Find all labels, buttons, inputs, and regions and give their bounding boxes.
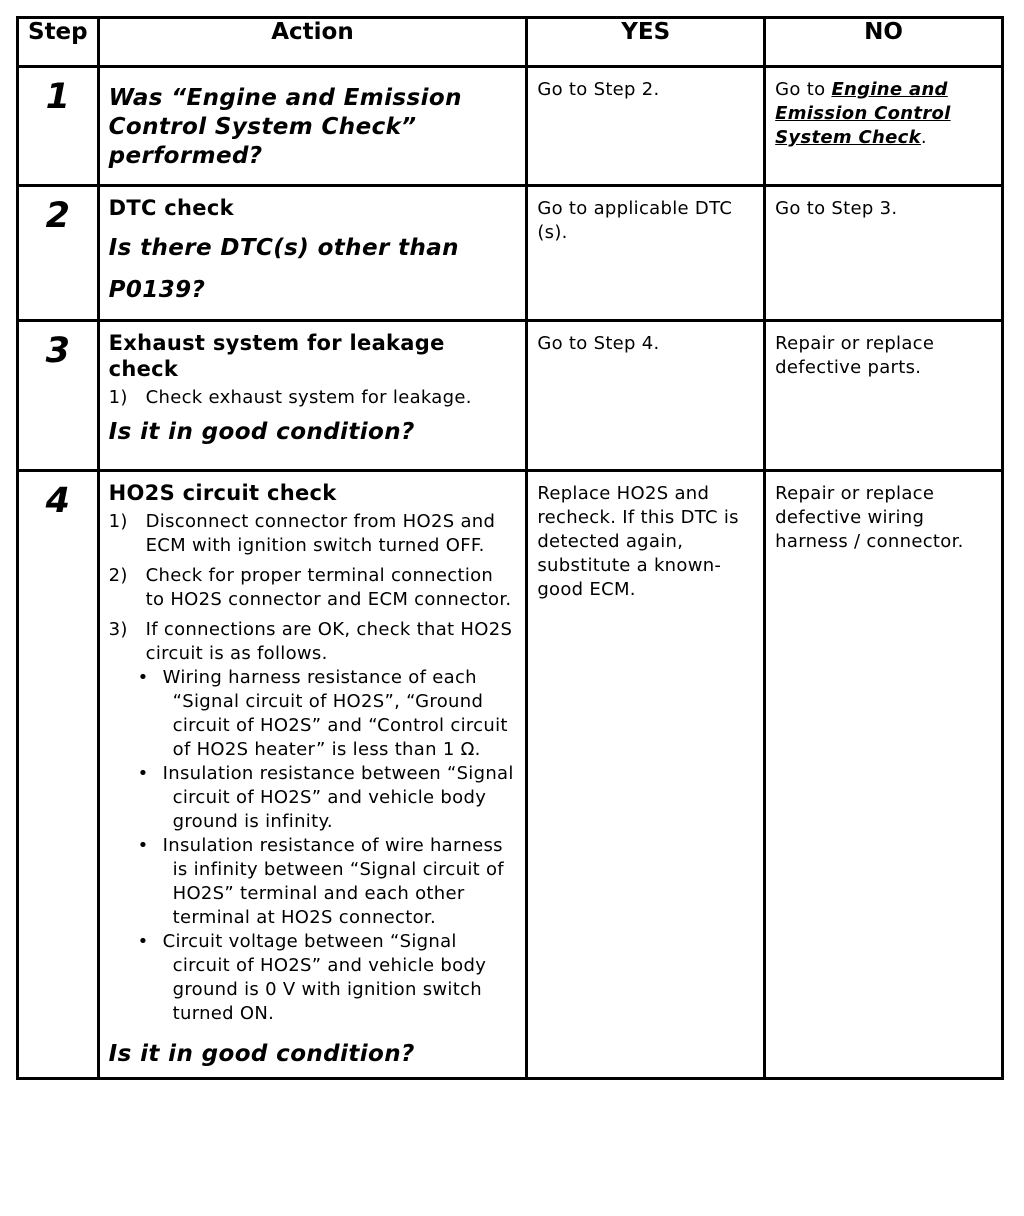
step-question: Is it in good condition? <box>108 1041 415 1067</box>
substep-list <box>109 386 518 410</box>
no-action: Repair or replace defective wiring harness / connector. <box>775 483 964 552</box>
engine-emission-check-link[interactable]: Engine and Emission Control System Check <box>775 79 951 148</box>
step-row-4 <box>18 471 1003 1079</box>
substep: 3) If connections are OK, check that HO2S circuit is as follows. • Wiring harness resistance of each “Signal circuit of HO2S”, “Ground circuit of HO2S” and “Control circuit of HO2S heater” is less than 1 Ω. • Insulation resistance between “Signal circuit of HO2S” and vehicle body ground is infinity. • Insulation resistance of wire harness is infinity between “Signal circuit of HO2S” terminal and each other terminal at HO2S connector. • Circuit voltage between “Signal circuit of HO2S” and vehicle body ground is 0 V with ignition switch turned ON. <box>109 618 518 1026</box>
yes-action: Go to applicable DTC (s). <box>537 198 733 243</box>
substep-list <box>109 510 518 1026</box>
step-number: 1 <box>45 77 70 117</box>
check-bullet: • Insulation resistance of wire harness is infinity between “Signal circuit of HO2S” terminal and each other terminal at HO2S connector. <box>137 835 504 928</box>
step-number: 4 <box>45 481 70 521</box>
step-title: Exhaust system for leakage check <box>108 331 445 381</box>
check-bullet: • Wiring harness resistance of each “Signal circuit of HO2S”, “Ground circuit of HO2S” and “Control circuit of HO2S heater” is less than 1 Ω. <box>137 667 508 760</box>
header-row <box>18 18 1003 67</box>
step-number: 2 <box>45 196 70 236</box>
yes-action: Go to Step 4. <box>537 333 660 354</box>
yes-action: Go to Step 2. <box>537 79 660 100</box>
yes-action: Replace HO2S and recheck. If this DTC is detected again, substitute a known-good ECM. <box>537 483 739 600</box>
header-step: Step <box>18 18 99 67</box>
no-action: Go to Step 3. <box>775 198 898 219</box>
troubleshooting-table <box>16 16 1004 1080</box>
substep: 1) Check exhaust system for leakage. <box>108 387 472 408</box>
check-bullet: • Insulation resistance between “Signal circuit of HO2S” and vehicle body ground is infinity. <box>137 763 514 832</box>
no-action: Repair or replace defective parts. <box>775 333 935 378</box>
no-action: Go to Engine and Emission Control System Check. <box>775 79 951 148</box>
check-bullet: • Circuit voltage between “Signal circuit of HO2S” and vehicle body ground is 0 V with ignition switch turned ON. <box>137 931 487 1024</box>
header-action: Action <box>98 18 527 67</box>
header-yes: YES <box>527 18 765 67</box>
step-title: HO2S circuit check <box>108 481 337 505</box>
header-no: NO <box>765 18 1003 67</box>
substep: 2) Check for proper terminal connection to HO2S connector and ECM connector. <box>108 565 512 610</box>
step-number: 3 <box>45 331 70 371</box>
check-bullet-list <box>136 666 518 1026</box>
step-row-1 <box>18 67 1003 186</box>
step-question: Is there DTC(s) other than P0139? <box>108 235 459 303</box>
substep: 1) Disconnect connector from HO2S and ECM with ignition switch turned OFF. <box>108 511 496 556</box>
step-question: Was “Engine and Emission Control System Check” performed? <box>108 85 462 169</box>
step-question: Is it in good condition? <box>108 419 415 445</box>
step-row-3 <box>18 321 1003 471</box>
step-title: DTC check <box>108 196 234 220</box>
step-row-2 <box>18 186 1003 321</box>
